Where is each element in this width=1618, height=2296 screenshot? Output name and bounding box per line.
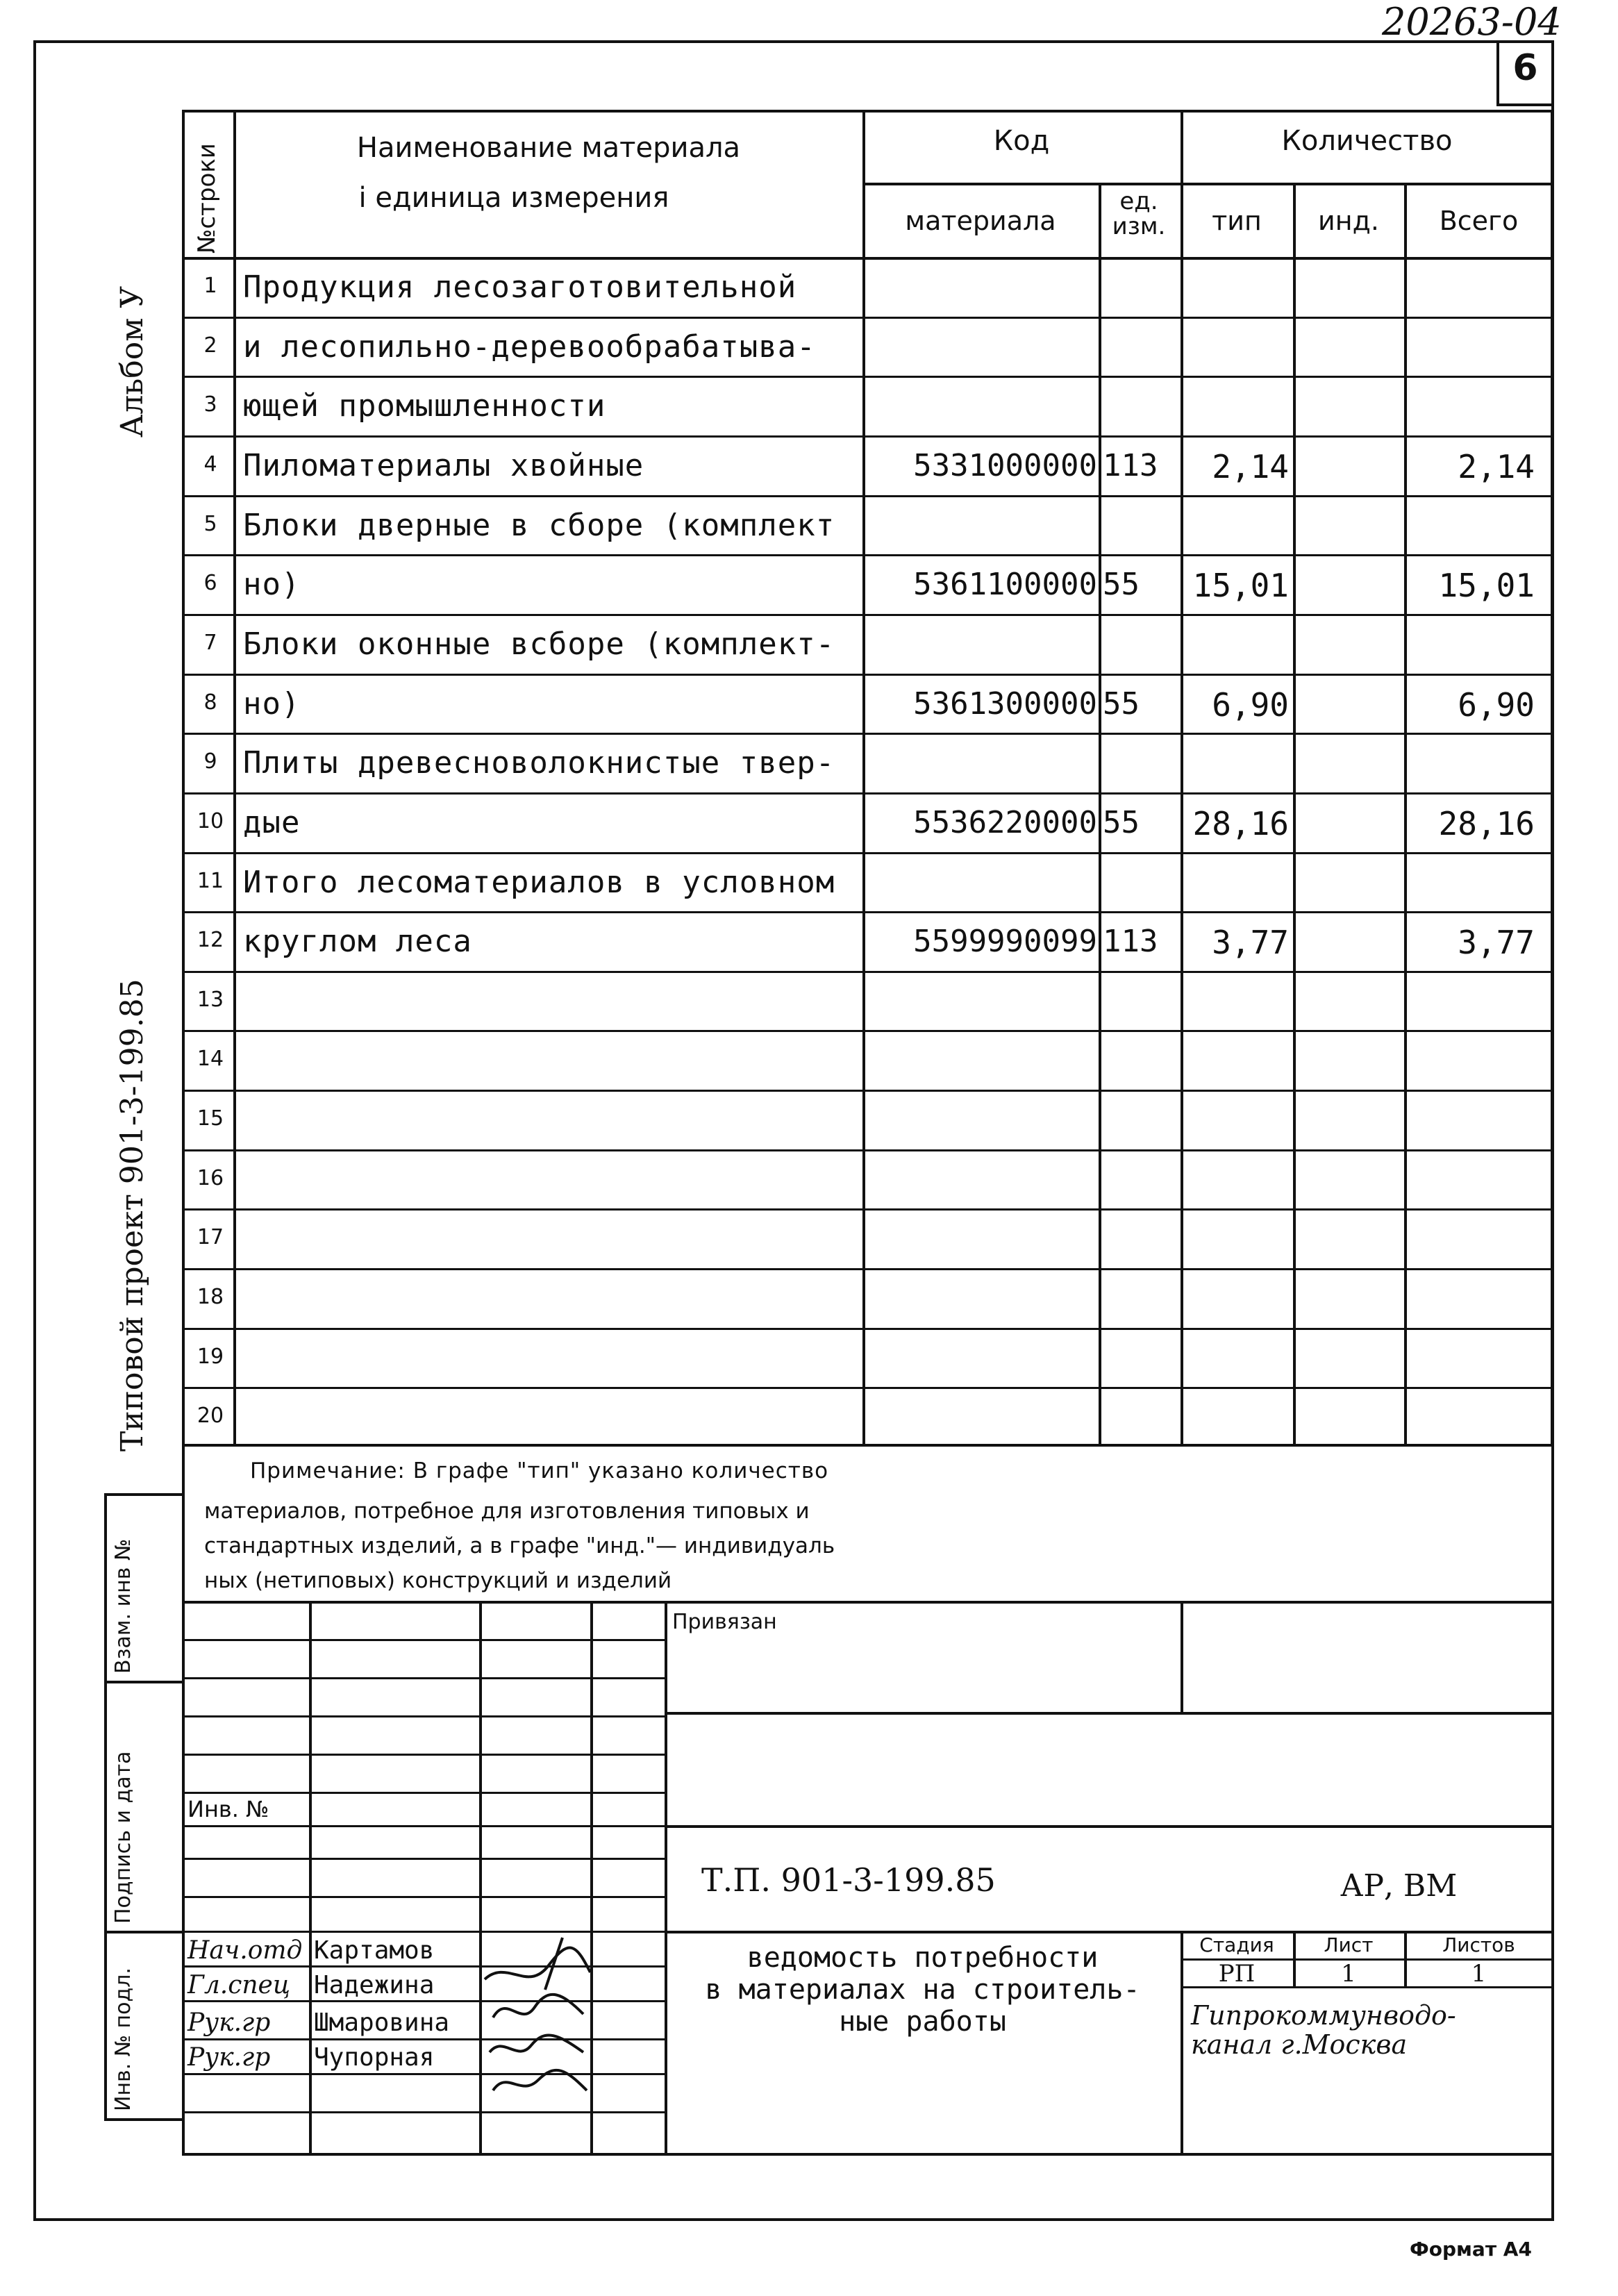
name-header-line1: Наименование материала <box>356 132 741 164</box>
unit-code: 113 <box>1103 924 1158 960</box>
stage-label: Стадия <box>1199 1933 1274 1956</box>
row-number: 10 <box>197 808 224 833</box>
sheets-label: Листов <box>1442 1933 1515 1956</box>
row-number: 12 <box>197 928 224 953</box>
staff-role: Рук.гр <box>187 2008 271 2037</box>
row-number: 3 <box>203 392 217 417</box>
format-label: Формат А4 <box>1410 2238 1532 2261</box>
material-code: 5361300000 <box>913 685 1097 722</box>
row-number: 5 <box>203 511 217 536</box>
note-line-2: материалов, потребное для изготовления типовых и <box>204 1499 810 1524</box>
note-line-4: ных (нетиповых) конструкций и изделий <box>204 1568 672 1593</box>
quantity-header: Количество <box>1281 125 1453 157</box>
material-code: 5536220000 <box>913 804 1097 840</box>
row-number: 4 <box>203 451 217 476</box>
material-name: Блоки дверные в сборе (комплект <box>243 507 835 543</box>
unit-code: 55 <box>1103 804 1140 840</box>
qty-total: 15,01 <box>1438 567 1535 605</box>
privyazan-label: Привязан <box>672 1610 777 1634</box>
page-number: 6 <box>1512 47 1538 89</box>
qty-ind-header: инд. <box>1318 206 1379 236</box>
code-unit-header: ед. изм. <box>1112 188 1166 240</box>
staff-role: Рук.гр <box>187 2043 271 2072</box>
qty-total: 6,90 <box>1458 685 1535 724</box>
section-code: АР, ВМ <box>1340 1868 1458 1904</box>
podpis-label: Подпись и дата <box>111 1751 135 1924</box>
unit-code: 55 <box>1103 685 1140 722</box>
qty-total: 3,77 <box>1458 924 1535 962</box>
staff-role: Нач.отд <box>187 1936 303 1965</box>
doc-number: 20263-04 <box>1382 0 1562 44</box>
row-number: 8 <box>203 690 217 715</box>
qty-type: 3,77 <box>1212 924 1289 962</box>
material-name: ющей промышленности <box>243 388 606 424</box>
material-name: но) <box>243 685 301 722</box>
material-name: Итого лесоматериалов в условном <box>243 864 835 900</box>
row-number: 11 <box>197 868 224 893</box>
row-number-header: №строки <box>193 143 221 253</box>
qty-type: 6,90 <box>1212 685 1289 724</box>
unit-code: 113 <box>1103 447 1158 483</box>
signatures <box>479 1931 597 2153</box>
inv-podl-label: Инв. № подл. <box>111 1968 135 2111</box>
staff-name: Шмаровина <box>314 2008 450 2037</box>
material-name: Пиломатериалы хвойные <box>243 447 644 483</box>
row-number: 6 <box>203 571 217 596</box>
staff-name: Надежина <box>314 1971 435 1999</box>
row-number: 9 <box>203 749 217 774</box>
material-name: Блоки оконные всборе (комплект- <box>243 626 835 662</box>
row-number: 14 <box>197 1047 224 1072</box>
vzam-label: Взам. инв № <box>111 1538 135 1674</box>
row-number: 15 <box>197 1106 224 1131</box>
stage-value: РП <box>1218 1960 1256 1988</box>
material-code: 5331000000 <box>913 447 1097 483</box>
org-line1: Гипрокоммунводо- <box>1191 2000 1456 2031</box>
unit-code: 55 <box>1103 567 1140 603</box>
row-number: 17 <box>197 1225 224 1250</box>
qty-total: 28,16 <box>1438 804 1535 842</box>
row-number: 20 <box>197 1404 224 1429</box>
qty-type: 2,14 <box>1212 447 1289 485</box>
qty-type: 28,16 <box>1192 804 1289 842</box>
qty-type-header: тип <box>1212 206 1262 236</box>
material-code: 5361100000 <box>913 567 1097 603</box>
doc-title-line3: ные работы <box>839 2006 1006 2038</box>
material-name: и лесопильно-деревообрабатыва- <box>243 328 816 365</box>
staff-role: Гл.спец <box>187 1971 290 1999</box>
staff-name: Картамов <box>314 1936 435 1965</box>
material-name: Продукция лесозаготовительной <box>243 269 797 305</box>
note-line-3: стандартных изделий, а в графе "инд."— индивидуаль <box>204 1533 835 1558</box>
row-number: 7 <box>203 630 217 655</box>
inv-no-label: Инв. № <box>187 1796 269 1822</box>
project-label: Типовой проект 901-3-199.85 <box>115 979 150 1451</box>
code-header: Код <box>993 125 1050 157</box>
album-label: Альбом У <box>115 285 150 438</box>
row-number: 19 <box>197 1344 224 1369</box>
sheets-value: 1 <box>1471 1960 1487 1988</box>
qty-type: 15,01 <box>1192 567 1289 605</box>
qty-total: 2,14 <box>1458 447 1535 485</box>
material-name: но) <box>243 567 301 603</box>
code-material-header: материала <box>905 206 1056 236</box>
qty-total-header: Всего <box>1439 206 1519 236</box>
doc-title-line2: в материалах на строитель- <box>705 1974 1140 2006</box>
row-number: 1 <box>203 274 217 298</box>
staff-name: Чупорная <box>314 2043 435 2072</box>
row-number: 2 <box>203 333 217 358</box>
row-number: 18 <box>197 1285 224 1310</box>
org-line2: канал г.Москва <box>1191 2029 1408 2060</box>
row-number: 13 <box>197 987 224 1012</box>
material-name: круглом леса <box>243 924 472 960</box>
name-header-line2: і единица измерения <box>358 182 669 214</box>
material-name: дые <box>243 804 301 840</box>
project-code: Т.П. 901-3-199.85 <box>701 1861 996 1899</box>
sheet-label: Лист <box>1324 1933 1374 1956</box>
row-number: 16 <box>197 1165 224 1190</box>
material-name: Плиты древесноволокнистые твер- <box>243 745 835 781</box>
doc-title-line1: ведомость потребности <box>747 1942 1099 1974</box>
note-line-1: Примечание: В графе "тип" указано количество <box>250 1458 829 1483</box>
material-code: 5599990099 <box>913 924 1097 960</box>
sheet-value: 1 <box>1341 1960 1356 1988</box>
